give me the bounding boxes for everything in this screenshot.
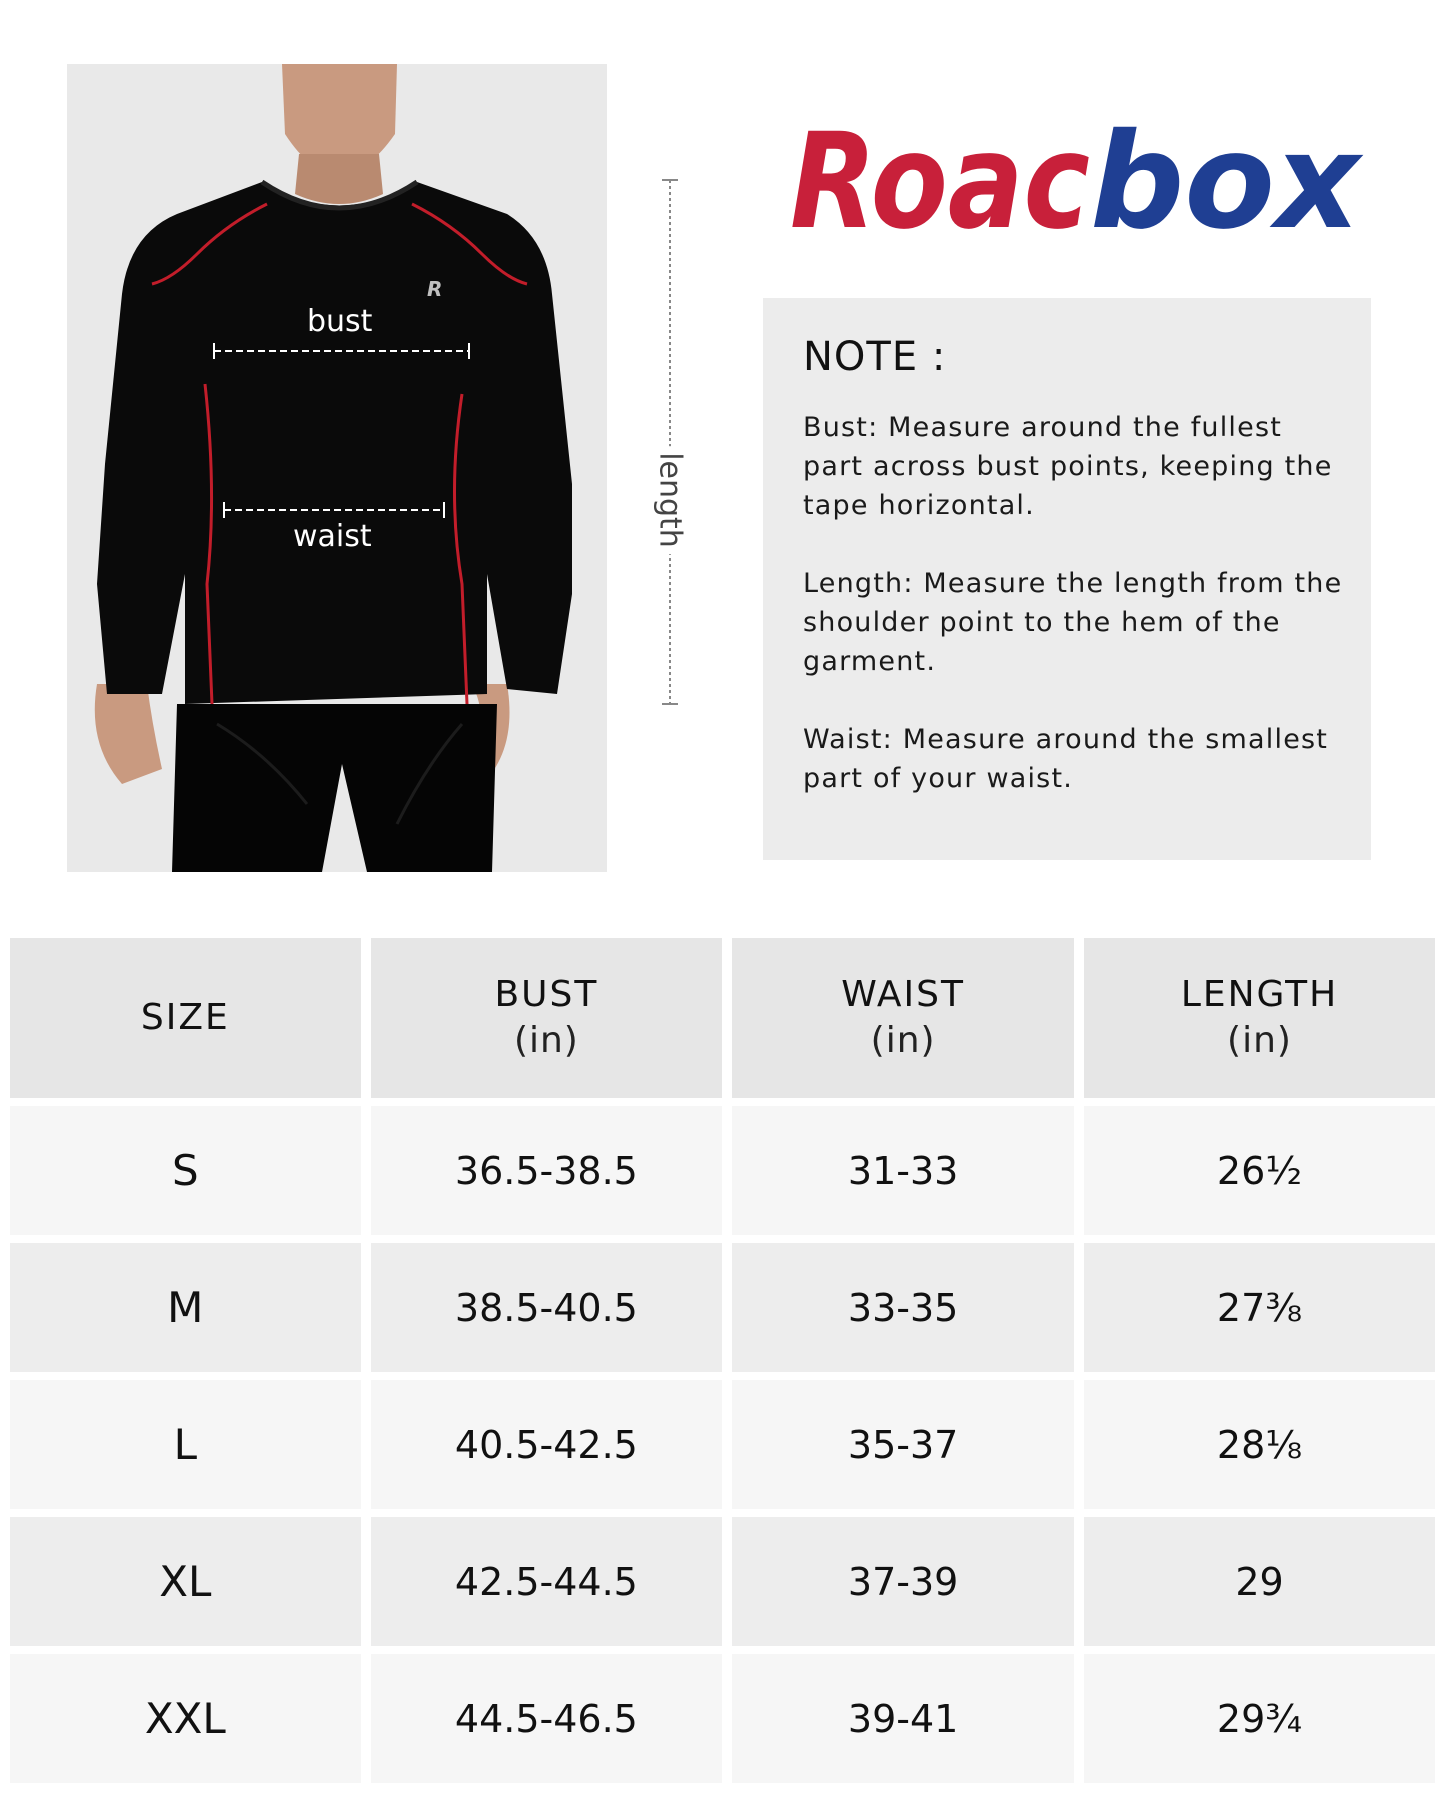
brand-logo — [785, 105, 1365, 245]
length-cell: 26½ — [1084, 1106, 1435, 1235]
note-waist: Waist: Measure around the smallest part of your waist. — [803, 724, 1329, 794]
length-cell: 27⅜ — [1084, 1243, 1435, 1372]
length-cell: 29 — [1084, 1517, 1435, 1646]
size-cell: XL — [10, 1517, 361, 1646]
note-bust: Bust: Measure around the fullest part across bust points, keeping the tape horizontal. — [803, 412, 1333, 521]
note-box — [763, 298, 1371, 860]
size-cell: S — [10, 1106, 361, 1235]
bust-cell: 44.5-46.5 — [371, 1654, 723, 1783]
waist-cell: 31-33 — [732, 1106, 1074, 1235]
waist-cell: 35-37 — [732, 1380, 1074, 1509]
bust-label: bust — [307, 304, 373, 339]
bust-cell: 38.5-40.5 — [371, 1243, 723, 1372]
header-size: SIZE — [10, 938, 361, 1098]
table-header-row — [10, 938, 1435, 1098]
size-cell: XXL — [10, 1654, 361, 1783]
note-title: NOTE : — [803, 334, 947, 380]
waist-cell: 37-39 — [732, 1517, 1074, 1646]
bust-cell: 40.5-42.5 — [371, 1380, 723, 1509]
waist-cell: 33-35 — [732, 1243, 1074, 1372]
model-illustration — [67, 64, 607, 872]
header-waist: WAIST (in) — [732, 938, 1074, 1098]
header-bust: BUST (in) — [371, 938, 723, 1098]
length-cell: 28⅛ — [1084, 1380, 1435, 1509]
bust-cell: 36.5-38.5 — [371, 1106, 723, 1235]
length-measure-line — [645, 178, 695, 706]
header-length: LENGTH (in) — [1084, 938, 1435, 1098]
waist-label: waist — [293, 519, 372, 554]
logo-text-blue: box — [1090, 105, 1364, 245]
table-row — [10, 1654, 1435, 1783]
chest-logo: R — [427, 277, 443, 301]
waist-cell: 39-41 — [732, 1654, 1074, 1783]
size-chart-table — [0, 930, 1445, 1791]
length-cell: 29¾ — [1084, 1654, 1435, 1783]
length-label: length — [653, 446, 688, 554]
logo-text-red: Roac — [790, 105, 1090, 245]
table-row — [10, 1106, 1435, 1235]
table-row — [10, 1380, 1435, 1509]
product-photo — [67, 64, 607, 872]
size-cell: M — [10, 1243, 361, 1372]
size-cell: L — [10, 1380, 361, 1509]
table-row — [10, 1517, 1435, 1646]
note-length: Length: Measure the length from the shoulder point to the hem of the garment. — [803, 568, 1343, 677]
table-row — [10, 1243, 1435, 1372]
bust-cell: 42.5-44.5 — [371, 1517, 723, 1646]
